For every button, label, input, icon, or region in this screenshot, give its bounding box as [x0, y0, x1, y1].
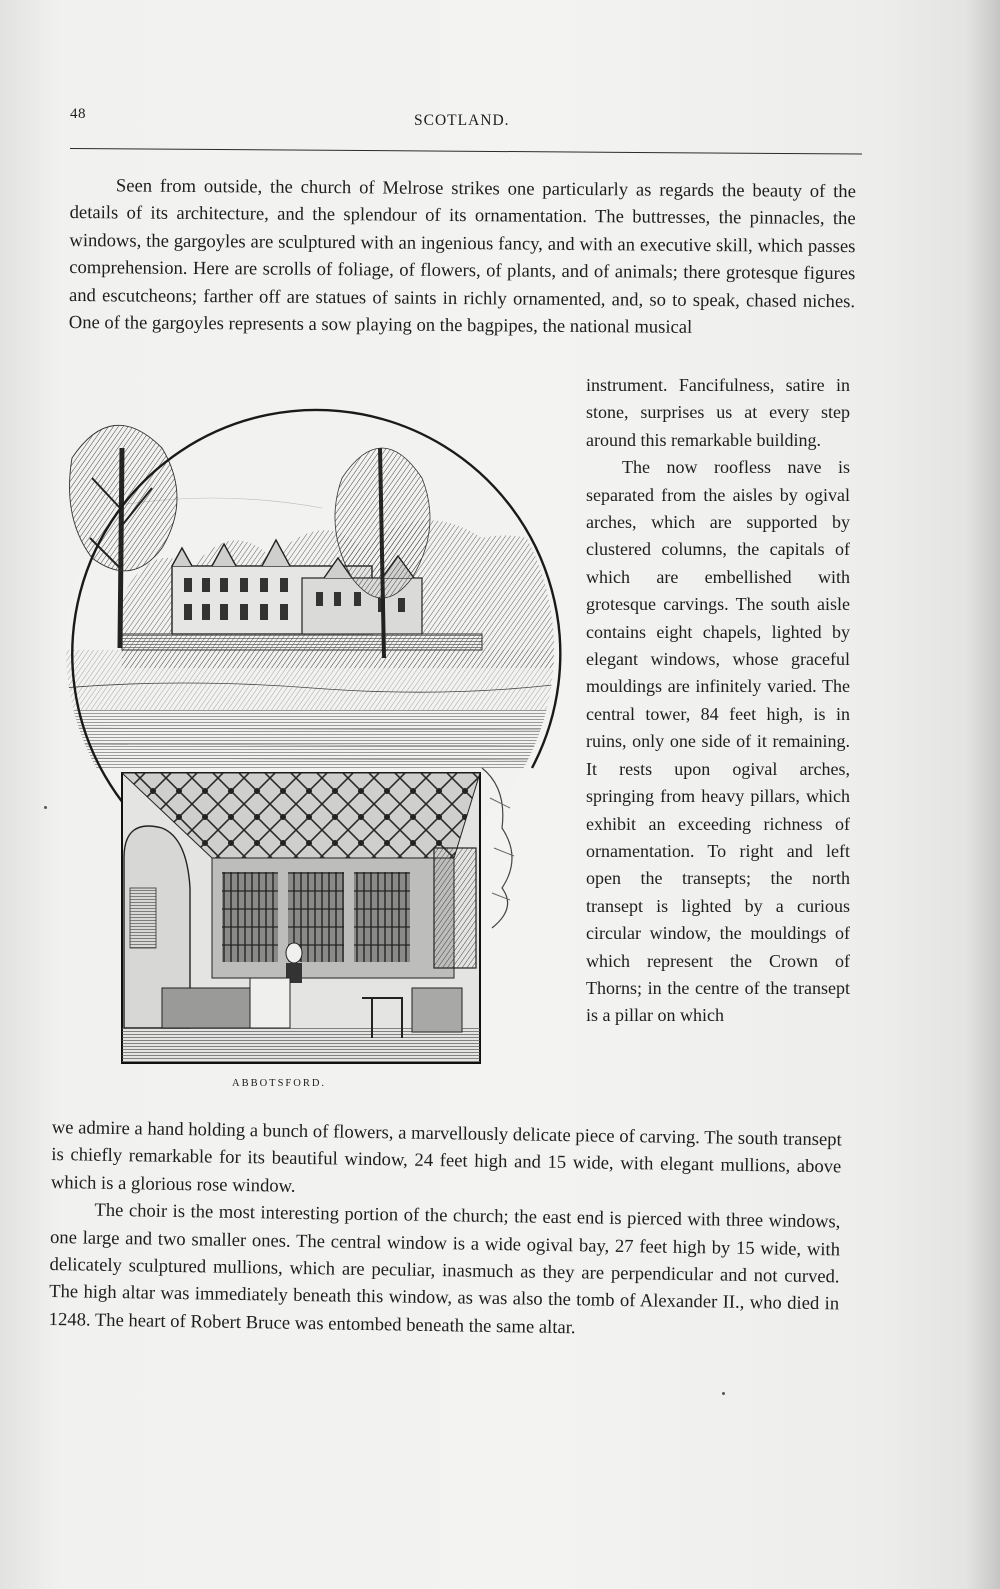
paragraph-choir: The choir is the most interesting portion of the church; the east end is pierced with three windows, one large and two smaller ones. The central window is a wide ogival bay, 27 feet high by 15 wide, with delicately sculptured mullions, which are peculiar, inasmuch as they are perpendicular and not curved. The high altar was immediately beneath this window, as was also the tomb of Alexander II., who died in 1248. The heart of Robert Bruce was entombed beneath the same altar.	[48, 1199, 841, 1339]
paragraph-exterior: Seen from outside, the church of Melrose strikes one particularly as regards the beauty of the details of its architecture, and the splendour of its ornamentation. The buttresses, the pinnacles, the windows, the gargoyles are sculptured with an ingenious fancy, and with an executive skill, which passes comprehension. Here are scrolls of foliage, of flowers, of plants, and of animals; there grotesque figures and escutcheons; farther off are statues of saints in richly ornamented, and, so to speak, chased niches. One of the gargoyles represents a sow playing on the bagpipes, the national musical	[68, 175, 856, 338]
print-speck	[44, 806, 47, 809]
text-column-right	[586, 372, 850, 1030]
abbotsford-engraving	[62, 388, 562, 1078]
print-speck	[722, 1392, 725, 1395]
paragraph-nave-continued: we admire a hand holding a bunch of flowers, a marvellously delicate piece of carving. The south transept is chiefly remarkable for its beautiful window, 24 feet high and 15 wide, with elegant mullions, above which is a glorious rose window.	[50, 1116, 842, 1197]
figure-caption: ABBOTSFORD.	[232, 1078, 327, 1089]
library-interior	[122, 773, 480, 1063]
running-title: SCOTLAND.	[414, 112, 510, 129]
paragraph-nave: The now roofless nave is separated from the aisles by ogival arches, which are supported by clustered columns, the capitals of which are embellished with grotesque carvings. The south aisle contains eight chapels, lighted by elegant windows, whose graceful mouldings are infinitely varied. The central tower, 84 feet high, is in ruins, only one side of it remaining. It rests upon ogival arches, springing from heavy pillars, which exhibit an exceeding richness of ornamentation. To right and left open the transepts; the north transept is lighted by a curious circular window, the mouldings of which represent the Crown of Thorns; in the centre of the transept is a pillar on which	[586, 457, 850, 1026]
paragraph-exterior-continued: instrument. Fancifulness, satire in stone, surprises us at every step around this remarkable building.	[586, 375, 850, 450]
page-number: 48	[70, 106, 86, 122]
text-bottom	[49, 1114, 842, 1346]
page-edge-shadow	[966, 0, 1000, 1589]
header-rule	[70, 148, 862, 155]
